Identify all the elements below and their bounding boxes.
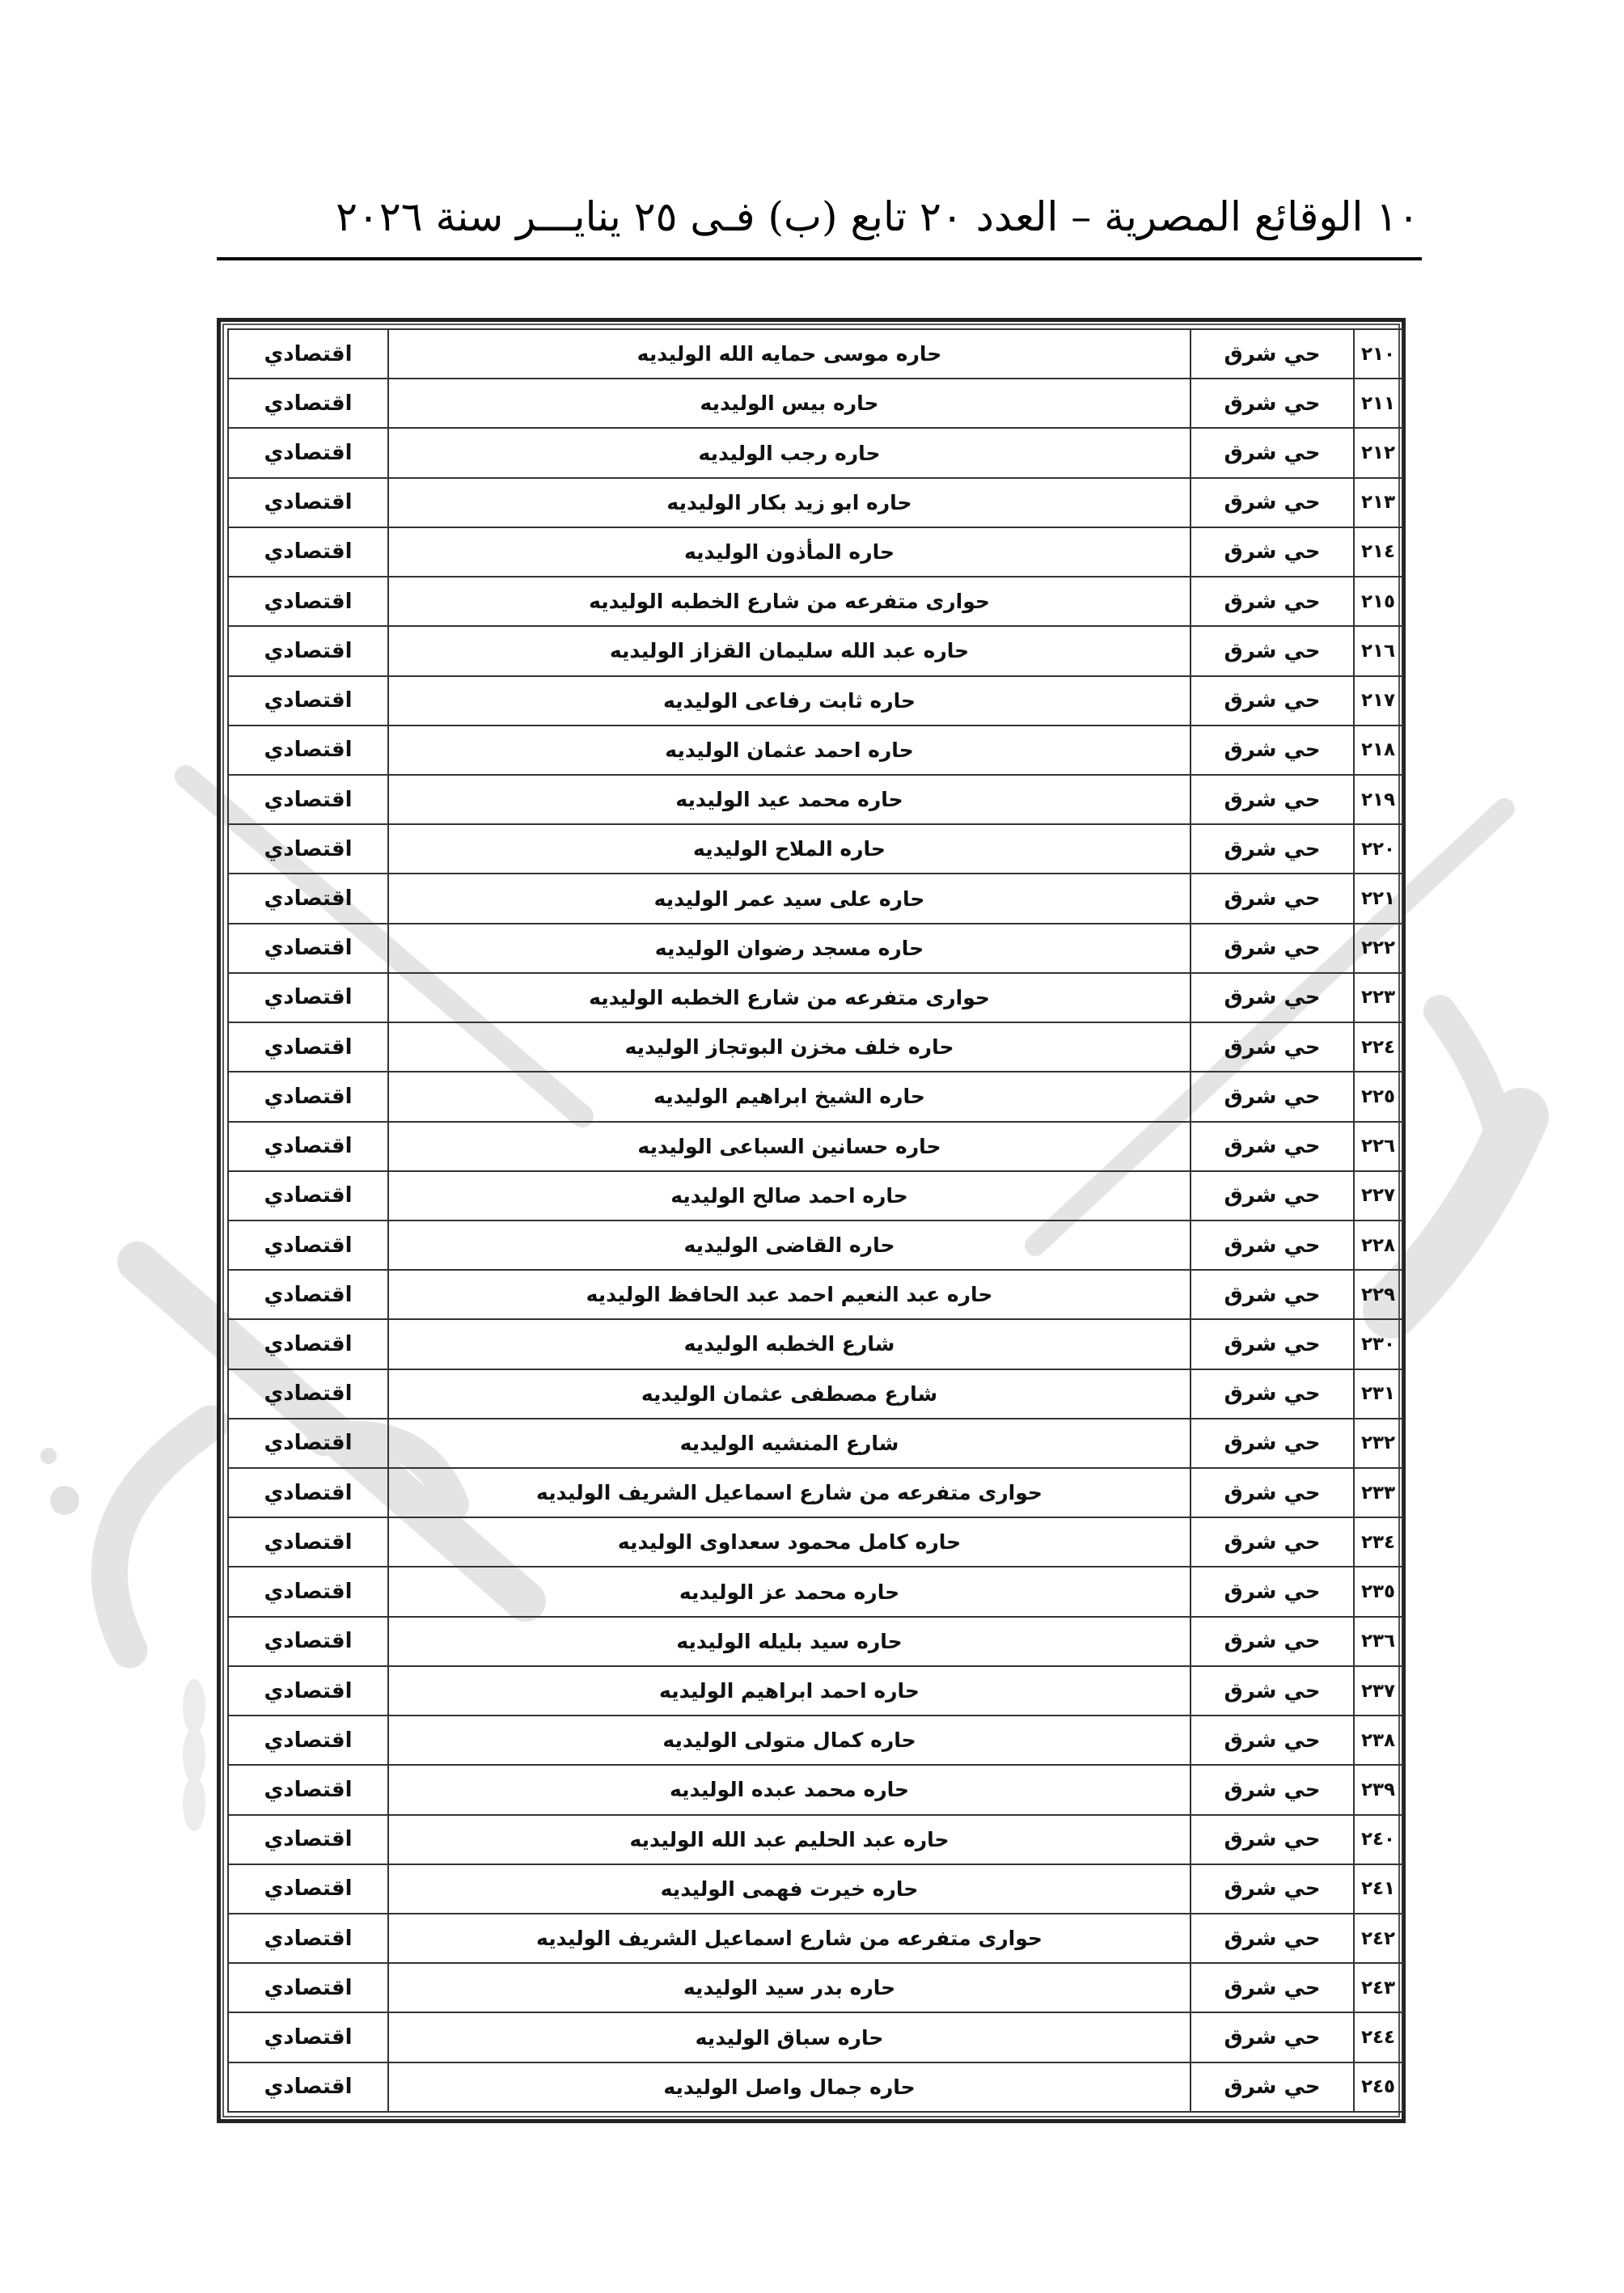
classification-cell: اقتصادي [228,2012,388,2062]
street-name-cell: حاره عبد الحليم عبد الله الوليديه [388,1815,1191,1864]
row-number: ٢٣٩ [1354,1765,1402,1814]
classification-cell: اقتصادي [228,1122,388,1171]
district-cell: حي شرق [1191,676,1354,726]
table-row [228,379,1402,428]
district-cell: حي شرق [1191,1369,1354,1419]
row-number: ٢٢٥ [1354,1072,1402,1121]
street-name-cell: حاره بيس الوليديه [388,379,1191,428]
table-row [228,1369,1402,1419]
district-cell: حي شرق [1191,1319,1354,1369]
table-row [228,1221,1402,1270]
table-row [228,775,1402,824]
table-row [228,1864,1402,1914]
classification-cell: اقتصادي [228,478,388,527]
classification-cell: اقتصادي [228,1072,388,1121]
district-cell: حي شرق [1191,1022,1354,1072]
row-number: ٢٣٥ [1354,1567,1402,1616]
street-name-cell: حاره رجب الوليديه [388,428,1191,477]
district-cell: حي شرق [1191,1221,1354,1270]
table-row [228,1072,1402,1121]
street-name-cell: حاره مسجد رضوان الوليديه [388,924,1191,973]
table-row [228,1765,1402,1814]
table-row [228,329,1402,379]
district-cell: حي شرق [1191,527,1354,577]
street-name-cell: حاره احمد عثمان الوليديه [388,726,1191,775]
row-number: ٢٤٠ [1354,1815,1402,1864]
table-row [228,1517,1402,1567]
streets-table [227,328,1403,2113]
table-row [228,1815,1402,1864]
row-number: ٢٢٧ [1354,1171,1402,1221]
district-cell: حي شرق [1191,775,1354,824]
classification-cell: اقتصادي [228,1716,388,1765]
classification-cell: اقتصادي [228,1517,388,1567]
row-number: ٢١٠ [1354,329,1402,379]
district-cell: حي شرق [1191,1171,1354,1221]
district-cell: حي شرق [1191,428,1354,477]
row-number: ٢١٦ [1354,626,1402,675]
classification-cell: اقتصادي [228,1319,388,1369]
row-number: ٢١٩ [1354,775,1402,824]
classification-cell: اقتصادي [228,1221,388,1270]
district-cell: حي شرق [1191,1815,1354,1864]
row-number: ٢٣٤ [1354,1517,1402,1567]
classification-cell: اقتصادي [228,1567,388,1616]
street-name-cell: حاره احمد ابراهيم الوليديه [388,1666,1191,1716]
district-cell: حي شرق [1191,577,1354,626]
district-cell: حي شرق [1191,2012,1354,2062]
table-row [228,1122,1402,1171]
classification-cell: اقتصادي [228,1022,388,1072]
street-name-cell: شارع الخطبه الوليديه [388,1319,1191,1369]
row-number: ٢٢٢ [1354,924,1402,973]
district-cell: حي شرق [1191,1765,1354,1814]
table-row [228,577,1402,626]
table-row [228,2012,1402,2062]
classification-cell: اقتصادي [228,577,388,626]
district-cell: حي شرق [1191,2062,1354,2112]
street-name-cell: حاره ثابت رفاعى الوليديه [388,676,1191,726]
district-cell: حي شرق [1191,1072,1354,1121]
table-row [228,1567,1402,1616]
district-cell: حي شرق [1191,1122,1354,1171]
street-name-cell: حوارى متفرعه من شارع الخطبه الوليديه [388,973,1191,1022]
classification-cell: اقتصادي [228,1963,388,2012]
classification-cell: اقتصادي [228,1864,388,1914]
classification-cell: اقتصادي [228,973,388,1022]
row-number: ٢١١ [1354,379,1402,428]
classification-cell: اقتصادي [228,1815,388,1864]
classification-cell: اقتصادي [228,824,388,874]
classification-cell: اقتصادي [228,1270,388,1319]
district-cell: حي شرق [1191,1270,1354,1319]
classification-cell: اقتصادي [228,1369,388,1419]
table-row [228,676,1402,726]
table-row [228,1419,1402,1468]
row-number: ٢٣٣ [1354,1468,1402,1517]
street-name-cell: شارع مصطفى عثمان الوليديه [388,1369,1191,1419]
street-name-cell: شارع المنشيه الوليديه [388,1419,1191,1468]
district-cell: حي شرق [1191,824,1354,874]
street-name-cell: حاره كمال متولى الوليديه [388,1716,1191,1765]
table-row [228,1963,1402,2012]
table-row [228,1022,1402,1072]
street-name-cell: حوارى متفرعه من شارع اسماعيل الشريف الوليديه [388,1468,1191,1517]
street-name-cell: حوارى متفرعه من شارع الخطبه الوليديه [388,577,1191,626]
street-name-cell: حاره موسى حمايه الله الوليديه [388,329,1191,379]
district-cell: حي شرق [1191,1716,1354,1765]
classification-cell: اقتصادي [228,2062,388,2112]
row-number: ٢٢١ [1354,874,1402,923]
table-row [228,626,1402,675]
row-number: ٢٣٢ [1354,1419,1402,1468]
table-row [228,1914,1402,1963]
table-row [228,478,1402,527]
classification-cell: اقتصادي [228,1468,388,1517]
row-number: ٢٢٩ [1354,1270,1402,1319]
table-row [228,973,1402,1022]
row-number: ٢٤٢ [1354,1914,1402,1963]
table-row [228,1666,1402,1716]
table-row [228,726,1402,775]
row-number: ٢٣٨ [1354,1716,1402,1765]
table-row [228,1270,1402,1319]
district-cell: حي شرق [1191,726,1354,775]
street-name-cell: حاره محمد عبده الوليديه [388,1765,1191,1814]
classification-cell: اقتصادي [228,676,388,726]
row-number: ٢٤١ [1354,1864,1402,1914]
classification-cell: اقتصادي [228,775,388,824]
table-row [228,428,1402,477]
classification-cell: اقتصادي [228,428,388,477]
row-number: ٢١٣ [1354,478,1402,527]
row-number: ٢٢٦ [1354,1122,1402,1171]
street-name-cell: حاره كامل محمود سعداوى الوليديه [388,1517,1191,1567]
table-row [228,1171,1402,1221]
row-number: ٢١٤ [1354,527,1402,577]
street-name-cell: حاره احمد صالح الوليديه [388,1171,1191,1221]
classification-cell: اقتصادي [228,1419,388,1468]
street-name-cell: حاره جمال واصل الوليديه [388,2062,1191,2112]
classification-cell: اقتصادي [228,924,388,973]
classification-cell: اقتصادي [228,874,388,923]
table-row [228,1716,1402,1765]
classification-cell: اقتصادي [228,1765,388,1814]
row-number: ٢٤٥ [1354,2062,1402,2112]
row-number: ٢٤٤ [1354,2012,1402,2062]
district-cell: حي شرق [1191,1963,1354,2012]
classification-cell: اقتصادي [228,329,388,379]
row-number: ٢٣٦ [1354,1617,1402,1666]
streets-table-frame [217,318,1406,2123]
header-divider [217,257,1422,260]
street-name-cell: حاره عبد الله سليمان القزاز الوليديه [388,626,1191,675]
street-name-cell: حاره خيرت فهمى الوليديه [388,1864,1191,1914]
street-name-cell: حاره خلف مخزن البوتجاز الوليديه [388,1022,1191,1072]
street-name-cell: حاره سيد بليله الوليديه [388,1617,1191,1666]
row-number: ٢٣١ [1354,1369,1402,1419]
district-cell: حي شرق [1191,973,1354,1022]
classification-cell: اقتصادي [228,527,388,577]
street-name-cell: حاره عبد النعيم احمد عبد الحافظ الوليديه [388,1270,1191,1319]
street-name-cell: حاره بدر سيد الوليديه [388,1963,1191,2012]
classification-cell: اقتصادي [228,1171,388,1221]
street-name-cell: حاره المأذون الوليديه [388,527,1191,577]
district-cell: حي شرق [1191,478,1354,527]
row-number: ٢٣٧ [1354,1666,1402,1716]
row-number: ٢٢٠ [1354,824,1402,874]
row-number: ٢٢٤ [1354,1022,1402,1072]
classification-cell: اقتصادي [228,1914,388,1963]
row-number: ٢٤٣ [1354,1963,1402,2012]
street-name-cell: حوارى متفرعه من شارع اسماعيل الشريف الوليديه [388,1914,1191,1963]
district-cell: حي شرق [1191,1914,1354,1963]
row-number: ٢٢٣ [1354,973,1402,1022]
street-name-cell: حاره ابو زيد بكار الوليديه [388,478,1191,527]
district-cell: حي شرق [1191,1567,1354,1616]
table-row [228,1319,1402,1369]
district-cell: حي شرق [1191,329,1354,379]
street-name-cell: حاره محمد عز الوليديه [388,1567,1191,1616]
street-name-cell: حاره سباق الوليديه [388,2012,1191,2062]
row-number: ٢٣٠ [1354,1319,1402,1369]
street-name-cell: حاره الملاح الوليديه [388,824,1191,874]
district-cell: حي شرق [1191,924,1354,973]
table-row [228,924,1402,973]
row-number: ٢١٥ [1354,577,1402,626]
street-name-cell: حاره محمد عيد الوليديه [388,775,1191,824]
classification-cell: اقتصادي [228,726,388,775]
classification-cell: اقتصادي [228,379,388,428]
table-row [228,874,1402,923]
street-name-cell: حاره القاضى الوليديه [388,1221,1191,1270]
row-number: ٢١٨ [1354,726,1402,775]
district-cell: حي شرق [1191,1617,1354,1666]
row-number: ٢١٧ [1354,676,1402,726]
table-row [228,2062,1402,2112]
street-name-cell: حاره حسانين السباعى الوليديه [388,1122,1191,1171]
classification-cell: اقتصادي [228,1666,388,1716]
district-cell: حي شرق [1191,379,1354,428]
classification-cell: اقتصادي [228,1617,388,1666]
table-row [228,824,1402,874]
table-row [228,1617,1402,1666]
street-name-cell: حاره على سيد عمر الوليديه [388,874,1191,923]
row-number: ٢٢٨ [1354,1221,1402,1270]
table-row [228,527,1402,577]
classification-cell: اقتصادي [228,626,388,675]
district-cell: حي شرق [1191,874,1354,923]
page-header: ١٠ الوقائع المصرية – العدد ٢٠ تابع (ب) فـى ٢٥ ينايـــر سنة ٢٠٢٦ [336,193,1419,240]
district-cell: حي شرق [1191,1517,1354,1567]
table-row [228,1468,1402,1517]
street-name-cell: حاره الشيخ ابراهيم الوليديه [388,1072,1191,1121]
district-cell: حي شرق [1191,1419,1354,1468]
district-cell: حي شرق [1191,1864,1354,1914]
district-cell: حي شرق [1191,1468,1354,1517]
row-number: ٢١٢ [1354,428,1402,477]
district-cell: حي شرق [1191,1666,1354,1716]
district-cell: حي شرق [1191,626,1354,675]
